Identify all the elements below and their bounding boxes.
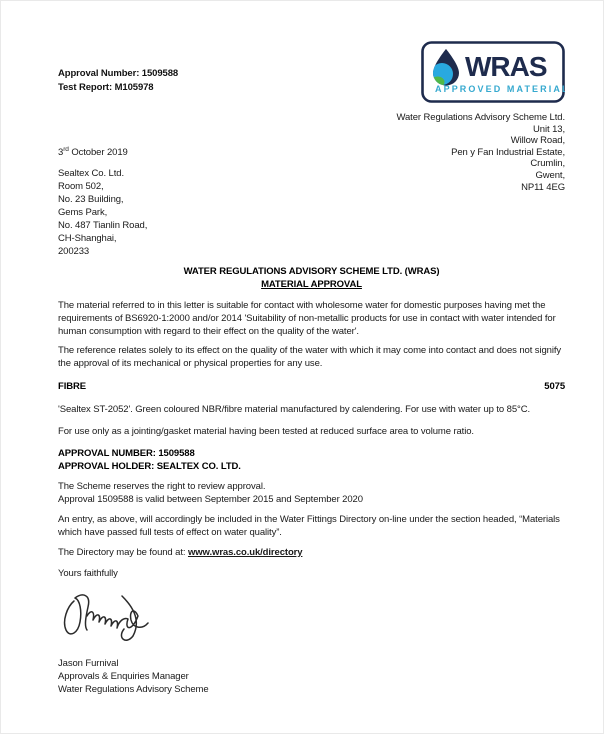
review-note: The Scheme reserves the right to review approval.: [58, 481, 266, 492]
sender-address-line: Gwent,: [535, 169, 565, 181]
approval-number-line: Approval Number: 1509588: [58, 68, 179, 79]
recipient-address-line: 200233: [58, 246, 90, 257]
review-validity-block: [58, 480, 565, 506]
usage-note: For use only as a jointing/gasket material having been tested at reduced surface area to volume ratio.: [58, 426, 474, 437]
closing-salutation: Yours faithfully: [58, 568, 118, 579]
letter-title: [58, 265, 565, 291]
material-description: 'Sealtex ST-2052'. Green coloured NBR/fibre material manufactured by calendering. For use with water up to 85°C.: [58, 404, 530, 415]
test-report-line: Test Report: M105978: [58, 82, 154, 93]
letter-body: [58, 259, 565, 696]
sender-address-line: Willow Road,: [510, 135, 565, 147]
recipient-address-line: CH-Shanghai,: [58, 233, 117, 244]
sender-address-line: Crumlin,: [530, 158, 565, 170]
title-line1: WATER REGULATIONS ADVISORY SCHEME LTD. (WRAS): [183, 266, 440, 277]
material-heading-row: [58, 380, 565, 393]
title-line2: MATERIAL APPROVAL: [261, 279, 362, 290]
wras-approved-material-logo: [421, 41, 565, 103]
letter-date: [58, 146, 128, 159]
directory-link-line: [58, 546, 565, 559]
directory-url-link[interactable]: www.wras.co.uk/directory: [187, 547, 303, 558]
directory-entry-paragraph: An entry, as above, will accordingly be included in the Water Fittings Directory on-line under the section headed, “Materials which have passed full tests of effect on water quality”.: [58, 514, 560, 538]
logo-tagline-text: APPROVED MATERIAL: [435, 84, 565, 94]
approval-holder-bold-line: APPROVAL HOLDER: SEALTEX CO. LTD.: [58, 461, 241, 472]
material-name: FIBRE: [58, 381, 87, 392]
wras-logo-svg: [421, 41, 565, 103]
approval-reference-block: [58, 67, 178, 95]
recipient-address-line: No. 23 Building,: [58, 194, 124, 205]
recipient-address-line: Room 502,: [58, 181, 104, 192]
directory-prefix: The Directory may be found at:: [58, 547, 188, 558]
signoff-role: Approvals & Enquiries Manager: [58, 671, 189, 682]
approval-details-block: [58, 447, 565, 473]
recipient-address-line: Gems Park,: [58, 207, 108, 218]
suitability-paragraph: The material referred to in this letter is suitable for contact with wholesome water for domestic purposes having met the requirements of BS6920-1:2000 and/or 2014 'Suitability of non-metallic products for use in contact with water intended for human consumption with regard to their effect on the quality of the water'.: [58, 300, 556, 337]
logo-brand-text: WRAS: [465, 51, 547, 82]
signoff-org: Water Regulations Advisory Scheme: [58, 684, 209, 695]
date-ordinal: rd: [63, 145, 69, 153]
recipient-address-block: [58, 167, 147, 258]
sender-address-line: Pen y Fan Industrial Estate,: [451, 146, 565, 158]
signoff-block: [58, 657, 565, 696]
reference-scope-paragraph: The reference relates solely to its effect on the quality of the water with which it may come into contact and does not signify the approval of its mechanical or physical properties for any use.: [58, 345, 562, 369]
validity-note: Approval 1509588 is valid between September 2015 and September 2020: [58, 494, 363, 505]
sender-address-line: NP11 4EG: [521, 181, 565, 193]
sender-address-line: Unit 13,: [533, 123, 565, 135]
date-rest: October 2019: [68, 147, 128, 158]
sender-address-line: Water Regulations Advisory Scheme Ltd.: [396, 112, 565, 123]
date-day: 3: [58, 147, 64, 158]
recipient-address-line: No. 487 Tianlin Road,: [58, 220, 148, 231]
approval-number-bold-line: APPROVAL NUMBER: 1509588: [58, 448, 195, 459]
recipient-address-line: Sealtex Co. Ltd.: [58, 168, 124, 179]
material-code: 5075: [544, 381, 565, 392]
sender-address-block: [396, 112, 565, 193]
signature-image: [58, 585, 174, 647]
signoff-name: Jason Furnival: [58, 658, 119, 669]
